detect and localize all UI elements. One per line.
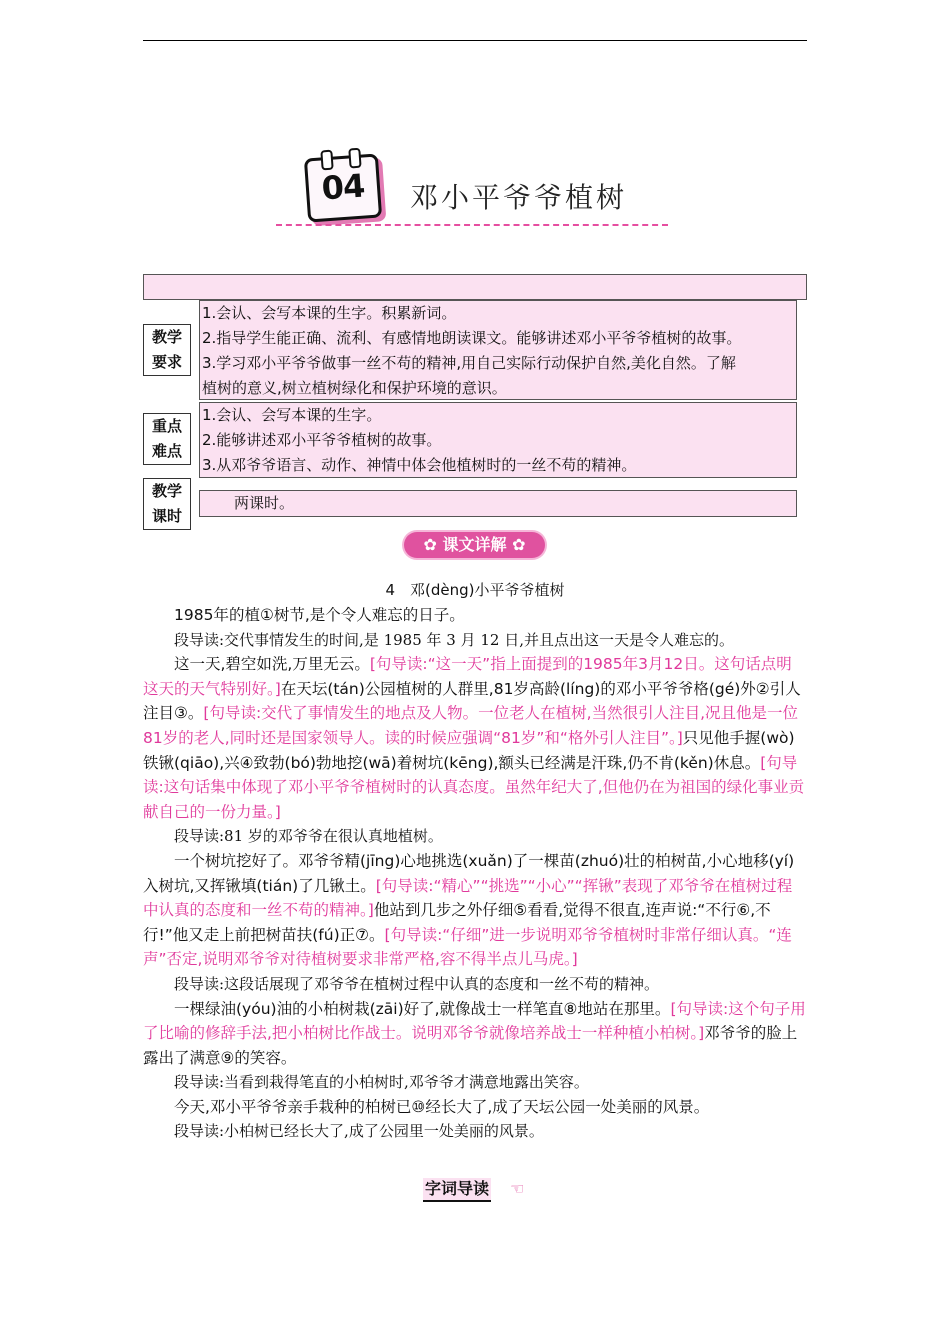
lesson-banner xyxy=(268,150,688,240)
class-hours-text: 两课时。 xyxy=(234,494,295,512)
lesson-number: 04 xyxy=(320,166,366,208)
paragraph-guide: 段导读:这段话展现了邓爷爷在植树过程中认真的态度和一丝不苟的精神。 xyxy=(174,974,660,993)
requirement-item: 3.学习邓小平爷爷做事一丝不苟的精神,用自己实际行动保护自然,美化自然。了解 xyxy=(202,354,736,372)
label-line: 课时 xyxy=(151,507,182,525)
paragraph-guide: 段导读:当看到栽得笔直的小柏树时,邓爷爷才满意地露出笑容。 xyxy=(174,1073,589,1092)
key-point-item: 1.会认、会写本课的生字。 xyxy=(202,406,382,424)
label-line: 要求 xyxy=(151,353,182,371)
label-line: 重点 xyxy=(151,417,182,435)
paragraph-guide: 段导读:交代事情发生的时间,是 1985 年 3 月 12 日,并且点出这一天是令人难忘的。 xyxy=(174,630,735,649)
requirement-item: 2.指导学生能正确、流利、有感情地朗读课文。能够讲述邓小平爷爷植树的故事。 xyxy=(202,329,742,347)
sentence-guide: [句导读:“精心”“挑选”“小心”“挥锹”表现了邓爷爷在植树过程中认真的态度和一丝不苟的精神。] xyxy=(143,876,793,920)
calendar-ring xyxy=(348,148,361,169)
paragraph-4 xyxy=(143,997,807,1071)
sentence-guide: [句导读:这句话集中体现了邓小平爷爷植树时的认真态度。虽然年纪大了,但他仍在为祖国的绿化事业贡献自己的一份力量。] xyxy=(143,753,805,821)
text-segment: 一棵绿油(yóu)油的小柏树栽(zāi)好了,就像战士一样笔直⑧地站在那里。 xyxy=(174,999,671,1018)
paragraph-guide: 段导读:小柏树已经长大了,成了公园里一处美丽的风景。 xyxy=(174,1122,544,1141)
word-guide-label: 字词导读 xyxy=(423,1178,491,1202)
teaching-requirements-box xyxy=(199,300,797,400)
article-title: 4 邓(dèng)小平爷爷植树 xyxy=(385,581,565,599)
text-segment: 邓爷爷的脸上露出了满意⑨的笑容。 xyxy=(143,1024,798,1067)
dashed-divider xyxy=(276,224,668,226)
table-header-bar xyxy=(143,274,807,300)
sentence-guide: [句导读:“这一天”指上面提到的1985年3月12日。这句话点明这天的天气特别好。] xyxy=(143,655,792,698)
pointing-hand-icon: ☜ xyxy=(510,1179,525,1198)
paragraph-3 xyxy=(143,849,807,972)
label-line: 难点 xyxy=(151,442,182,460)
calendar-icon xyxy=(304,153,382,222)
top-rule xyxy=(143,40,807,41)
requirement-item: 1.会认、会写本课的生字。积累新词。 xyxy=(202,304,457,322)
text-segment: 在天坛(tán)公园植树的人群里,81岁高龄(líng)的邓小平爷爷格(gé)外②引人注目③。 xyxy=(143,679,801,723)
text-segment: 他站到几步之外仔细⑤看看,觉得不很直,连声说:“不行⑥,不行!”他又走上前把树苗扶(fú)正⑦。 xyxy=(143,901,771,944)
text-segment: 一个树坑挖好了。邓爷爷精(jīng)心地挑选(xuǎn)了一棵苗(zhuó)壮的柏树苗,小心地移(yí)入树坑,又挥锹填(tián)了几锹土。 xyxy=(143,851,795,895)
text-segment: 只见他手握(wò)铁锹(qiāo),兴④致勃(bó)勃地挖(wā)着树坑(kēng),额头已经满是汗珠,仍不肯(kěn)休息。 xyxy=(143,728,795,772)
key-points-label xyxy=(143,413,191,465)
article-body xyxy=(143,603,807,1144)
paragraph-5: 今天,邓小平爷爷亲手栽种的柏树已⑩经长大了,成了天坛公园一处美丽的风景。 xyxy=(174,1097,710,1116)
section-badge: ✿ 课文详解 ✿ xyxy=(404,532,545,558)
class-hours-box xyxy=(199,490,797,517)
key-point-item: 3.从邓爷爷语言、动作、神情中体会他植树时的一丝不苟的精神。 xyxy=(202,456,637,474)
sentence-guide: [句导读:交代了事情发生的地点及人物。一位老人在植树,当然很引人注目,况且他是一位81岁的老人,同时还是国家领导人。读的时候应强调“81岁”和“格外引人注目”。] xyxy=(143,704,799,747)
paragraph-2 xyxy=(143,652,807,824)
teaching-requirements-label xyxy=(143,324,191,376)
lesson-title: 邓小平爷爷植树 xyxy=(410,181,628,214)
requirement-item: 植树的意义,树立植树绿化和保护环境的意识。 xyxy=(202,379,507,397)
label-line: 教学 xyxy=(151,482,182,500)
key-points-box xyxy=(199,402,797,478)
sentence-guide: [句导读:这个句子用了比喻的修辞手法,把小柏树比作战士。说明邓爷爷就像培养战士一样种植小柏树。] xyxy=(143,999,806,1043)
key-point-item: 2.能够讲述邓小平爷爷植树的故事。 xyxy=(202,431,442,449)
sentence-guide: [句导读:“仔细”进一步说明邓爷爷植树时非常仔细认真。“连声”否定,说明邓爷爷对待植树要求非常严格,容不得半点儿马虎。] xyxy=(143,925,792,969)
paragraph-1: 1985年的植①树节,是个令人难忘的日子。 xyxy=(174,606,465,624)
calendar-ring xyxy=(320,150,333,171)
paragraph-guide: 段导读:81 岁的邓爷爷在很认真地植树。 xyxy=(174,827,443,846)
label-line: 教学 xyxy=(151,328,182,346)
text-segment: 这一天,碧空如洗,万里无云。 xyxy=(174,655,370,674)
class-hours-label xyxy=(143,478,191,530)
